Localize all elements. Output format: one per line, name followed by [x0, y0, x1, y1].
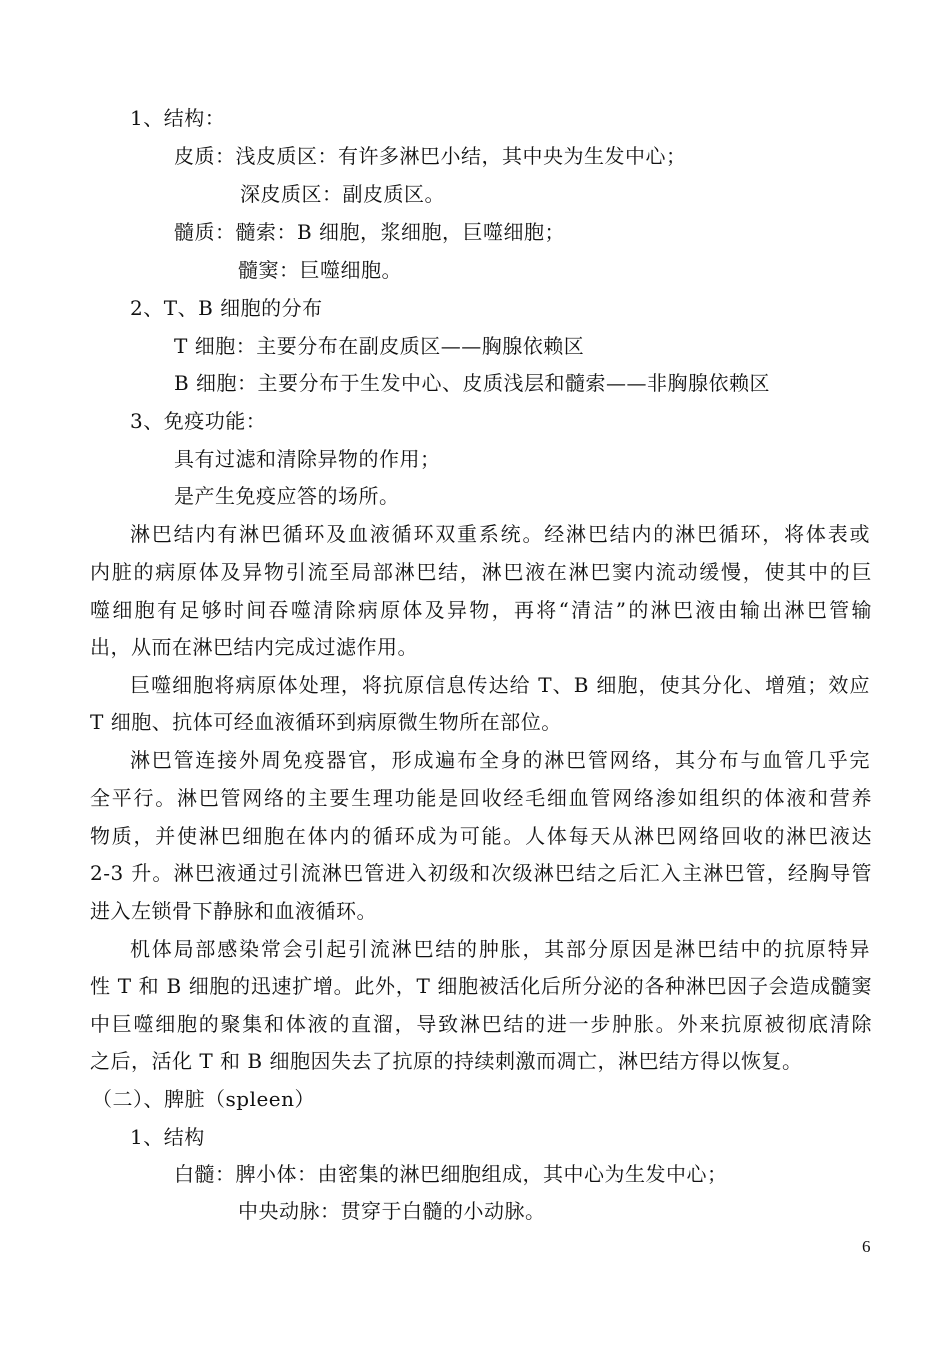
paragraph-3-line-5: 进入左锁骨下静脉和血液循环。 [90, 899, 377, 923]
section-heading-spleen: （二）、脾脏（spleen） [92, 1087, 316, 1111]
paragraph-3-line-4: 2-3 升。淋巴液通过引流淋巴管进入初级和次级淋巴结之后汇入主淋巴管，经胸导管 [90, 861, 872, 885]
paragraph-4-line-2: 性 T 和 B 细胞的迅速扩增。此外，T 细胞被活化后所分泌的各种淋巴因子会造成髓窦 [90, 974, 872, 998]
paragraph-4-line-1: 机体局部感染常会引起引流淋巴结的肿胀，其部分原因是淋巴结中的抗原特异 [130, 937, 870, 961]
heading-distribution: 2、T、B 细胞的分布 [130, 296, 323, 320]
t-cell-line: T 细胞：主要分布在副皮质区——胸腺依赖区 [174, 334, 585, 358]
paragraph-3-line-1: 淋巴管连接外周免疫器官，形成遍布全身的淋巴管网络，其分布与血管几乎完 [130, 748, 870, 772]
heading-structure: 1、结构： [130, 106, 226, 130]
paragraph-4-line-3: 中巨噬细胞的聚集和体液的直溜，导致淋巴结的进一步肿胀。外来抗原被彻底清除 [90, 1012, 872, 1036]
paragraph-3-line-3: 物质，并使淋巴细胞在体内的循环成为可能。人体每天从淋巴网络回收的淋巴液达 [90, 824, 872, 848]
cortex-line: 皮质：浅皮质区：有许多淋巴小结，其中央为生发中心； [174, 144, 687, 168]
medullary-sinus-line: 髓窦：巨噬细胞。 [238, 258, 402, 282]
paragraph-1-line-3: 噬细胞有足够时间吞噬清除病原体及异物，再将“清洁”的淋巴液由输出淋巴管输 [90, 598, 872, 622]
medulla-line: 髓质：髓索：B 细胞，浆细胞，巨噬细胞； [174, 220, 566, 244]
paragraph-3-line-2: 全平行。淋巴管网络的主要生理功能是回收经毛细血管网络渗如组织的体液和营养 [90, 786, 872, 810]
paragraph-2-line-1: 巨噬细胞将病原体处理，将抗原信息传达给 T、B 细胞，使其分化、增殖；效应 [130, 673, 870, 697]
paragraph-1-line-1: 淋巴结内有淋巴循环及血液循环双重系统。经淋巴结内的淋巴循环，将体表或 [130, 522, 870, 546]
paragraph-1-line-2: 内脏的病原体及异物引流至局部淋巴结，淋巴液在淋巴窦内流动缓慢，使其中的巨 [90, 560, 872, 584]
function-response-line: 是产生免疫应答的场所。 [174, 484, 400, 508]
heading-spleen-structure: 1、结构 [130, 1125, 205, 1149]
central-artery-line: 中央动脉：贯穿于白髓的小动脉。 [238, 1199, 546, 1223]
paragraph-1-line-4: 出，从而在淋巴结内完成过滤作用。 [90, 635, 418, 659]
white-pulp-line: 白髓：脾小体：由密集的淋巴细胞组成，其中心为生发中心； [174, 1162, 728, 1186]
heading-immune-function: 3、免疫功能： [130, 409, 267, 433]
paragraph-4-line-4: 之后，活化 T 和 B 细胞因失去了抗原的持续刺激而凋亡，淋巴结方得以恢复。 [90, 1049, 803, 1073]
deep-cortex-line: 深皮质区：副皮质区。 [240, 182, 445, 206]
b-cell-line: B 细胞：主要分布于生发中心、皮质浅层和髓索——非胸腺依赖区 [174, 371, 771, 395]
paragraph-2-line-2: T 细胞、抗体可经血液循环到病原微生物所在部位。 [90, 710, 562, 734]
page-number: 6 [862, 1237, 871, 1256]
function-filter-line: 具有过滤和清除异物的作用； [174, 447, 441, 471]
